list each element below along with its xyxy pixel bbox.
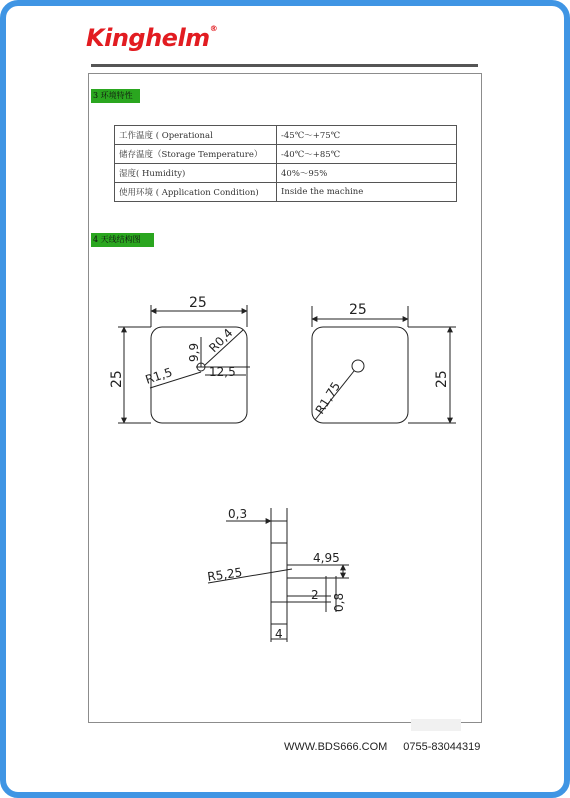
footer-website[interactable]: WWW.BDS666.COM [284,741,388,753]
left-height-label: 25 [109,370,125,388]
logo-text: Kinghelm [86,24,210,52]
logo-registered-mark: ® [209,24,218,33]
left-corner-radius-label: R0,4 [206,325,236,356]
section-heading-structure: 4 天线结构图 [91,233,154,247]
side-pin [271,602,287,624]
side-radius-label: R5,25 [206,565,244,584]
left-offset-h-label: 12,5 [209,365,236,379]
side-base-width-label: 4 [275,627,283,641]
left-hole-radius-label: R1,5 [143,365,175,387]
left-width-label: 25 [189,295,207,311]
side-pin-length-label: 2 [311,588,319,602]
side-top-thickness-label: 0,3 [228,507,248,521]
section-heading-environment: 3 环境特性 [91,89,140,103]
spec-value: -40℃～+85℃ [277,145,457,164]
right-view [312,306,456,423]
right-feed-hole [352,360,364,372]
footer [284,741,480,753]
footer-phone: 0755-83044319 [403,741,481,753]
right-height-label: 25 [434,370,450,388]
spec-label: 储存温度（Storage Temperature） [115,145,277,164]
spec-value: Inside the machine [277,183,457,202]
right-hole-radius-label: R1,75 [312,379,344,417]
spec-label: 使用环境 ( Application Condition) [115,183,277,202]
spec-value: 40%～95% [277,164,457,183]
side-pin-diameter-label: 0,8 [332,592,346,612]
page-number-area [411,719,461,731]
spec-value: -45℃～+75℃ [277,126,457,145]
spec-label: 湿度( Humidity) [115,164,277,183]
side-height-label: 4,95 [313,551,340,565]
right-width-label: 25 [349,302,367,318]
left-view [118,305,250,423]
spec-label: 工作温度 ( Operational [115,126,277,145]
left-offset-v-label: 9,9 [187,342,201,362]
